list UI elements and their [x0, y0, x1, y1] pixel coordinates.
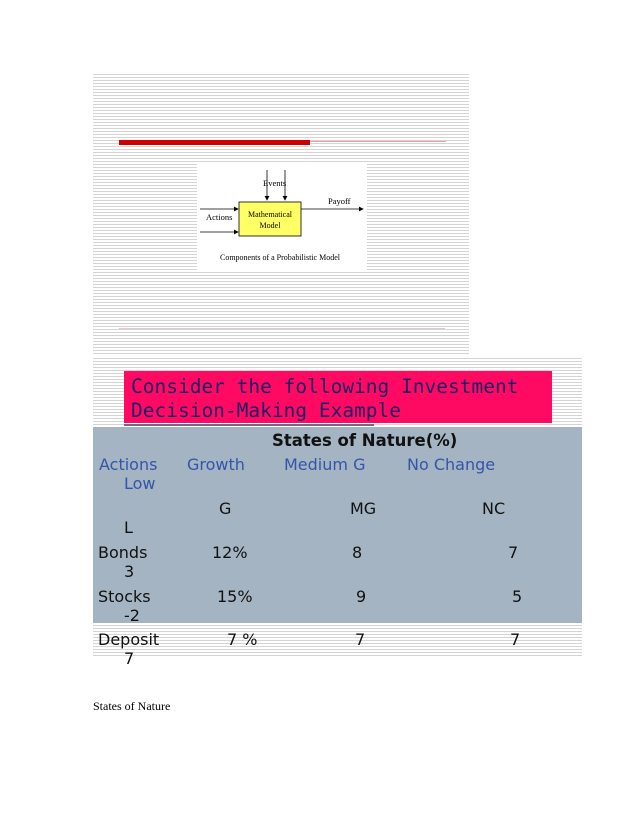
slide-2-title-line2: Decision-Making Example — [131, 399, 402, 422]
model-label-line1: Mathematical — [248, 210, 292, 219]
row-deposit-low: 7 — [124, 649, 135, 668]
column-low: Low — [124, 474, 156, 493]
row-stocks-low: -2 — [124, 606, 140, 625]
payoff-label: Payoff — [328, 196, 351, 206]
abbrev-g: G — [219, 499, 232, 518]
probabilistic-model-diagram — [197, 162, 367, 270]
abbrev-mg: MG — [350, 499, 377, 518]
row-deposit-low-clip — [120, 649, 140, 668]
column-growth: Growth — [187, 455, 245, 474]
slide-2-title-line1: Consider the following Investment — [131, 375, 519, 398]
events-label: Events — [263, 178, 287, 188]
row-deposit-mg: 7 — [355, 630, 366, 649]
column-medium-g: Medium G — [284, 455, 366, 474]
slide-1-red-bar — [119, 140, 310, 145]
slide-1-bottom-rule — [119, 328, 445, 329]
slide-2-title — [131, 375, 551, 423]
row-bonds-g: 12% — [212, 543, 248, 562]
slide-2-title-underline — [124, 424, 374, 426]
row-bonds-name: Bonds — [98, 543, 148, 562]
model-label-line2: Model — [259, 221, 281, 230]
abbrev-l: L — [124, 518, 133, 537]
row-deposit-name: Deposit — [98, 630, 160, 649]
column-actions: Actions — [99, 455, 158, 474]
column-no-change: No Change — [407, 455, 496, 474]
row-bonds-mg: 8 — [352, 543, 363, 562]
row-bonds-nc: 7 — [508, 543, 519, 562]
row-bonds-low: 3 — [124, 562, 135, 581]
row-stocks-g: 15% — [217, 587, 253, 606]
abbrev-nc: NC — [482, 499, 506, 518]
row-stocks-nc: 5 — [512, 587, 523, 606]
table-header: States of Nature(%) — [272, 431, 458, 450]
actions-label: Actions — [206, 212, 233, 222]
mathematical-model-box — [239, 202, 301, 236]
document-caption: States of Nature — [93, 699, 171, 713]
row-deposit-g: 7 % — [227, 630, 258, 649]
diagram-caption: Components of a Probabilistic Model — [220, 253, 340, 262]
row-stocks-mg: 9 — [356, 587, 367, 606]
row-stocks-name: Stocks — [98, 587, 151, 606]
row-deposit-nc: 7 — [510, 630, 521, 649]
slide-1-red-rule — [310, 141, 446, 142]
